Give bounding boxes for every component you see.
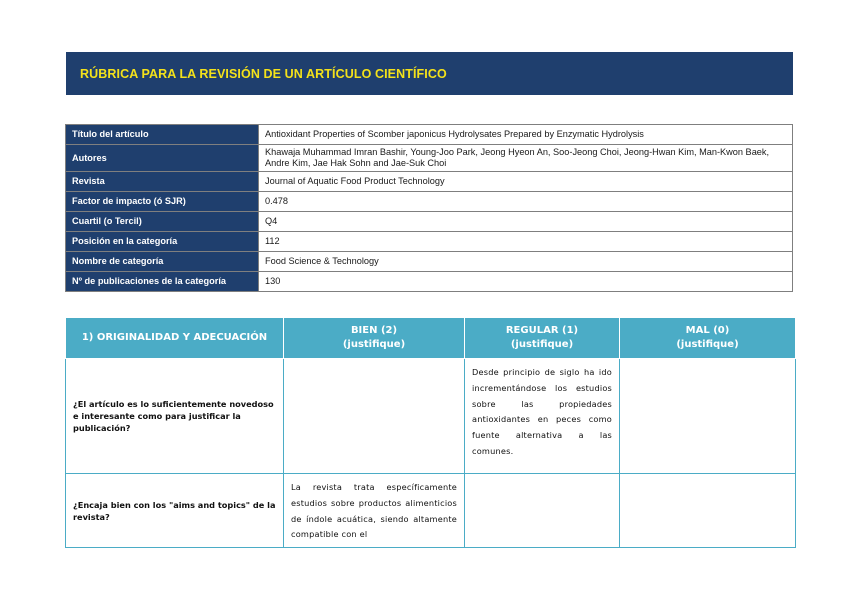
section-header <box>66 318 284 359</box>
bad-answer-cell <box>620 359 796 474</box>
bad-header <box>620 318 796 359</box>
regular-header-label: REGULAR (1) <box>505 325 579 336</box>
bad-answer-cell <box>620 474 796 548</box>
regular-header <box>465 318 620 359</box>
info-row <box>66 212 793 232</box>
info-value: Antioxidant Properties of Scomber japonicus Hydrolysates Prepared by Enzymatic Hydrolysis <box>259 125 793 145</box>
info-label: Autores <box>66 145 259 172</box>
info-value: Journal of Aquatic Food Product Technology <box>259 172 793 192</box>
info-row <box>66 145 793 172</box>
info-label: Título del artículo <box>66 125 259 145</box>
rubric-table <box>65 317 796 548</box>
justify-label: (justifique) <box>510 339 574 350</box>
info-value: Q4 <box>259 212 793 232</box>
info-label: Nombre de categoría <box>66 252 259 272</box>
good-answer-cell: La revista trata específicamente estudios sobre productos alimenticios de índole acuática, siendo altamente compatible con el <box>284 474 465 548</box>
justify-label: (justifique) <box>342 339 406 350</box>
title-banner <box>66 52 793 95</box>
info-value: 0.478 <box>259 192 793 212</box>
info-label: Factor de impacto (ó SJR) <box>66 192 259 212</box>
regular-answer-cell <box>465 474 620 548</box>
info-value: Khawaja Muhammad Imran Bashir, Young-Joo Park, Jeong Hyeon An, Soo-Jeong Choi, Jeong-Hwan Kim, Man-Kwon Baek, Andre Kim, Jae Hak Sohn and Jae-Suk Choi <box>259 145 793 172</box>
info-value: 112 <box>259 232 793 252</box>
info-label: Cuartil (o Tercil) <box>66 212 259 232</box>
info-row <box>66 125 793 145</box>
info-value: Food Science & Technology <box>259 252 793 272</box>
info-row <box>66 172 793 192</box>
bad-header-label: MAL (0) <box>685 325 730 336</box>
good-answer-cell <box>284 359 465 474</box>
good-header-label: BIEN (2) <box>350 325 398 336</box>
info-label: Posición en la categoría <box>66 232 259 252</box>
regular-answer-cell: Desde principio de siglo ha ido incrementándose los estudios sobre las propiedades antioxidantes en peces como fuente alternativa a las comunes. <box>465 359 620 474</box>
info-value: 130 <box>259 272 793 292</box>
rubric-row <box>66 359 796 474</box>
info-label: Revista <box>66 172 259 192</box>
info-row <box>66 232 793 252</box>
info-row <box>66 252 793 272</box>
rubric-question: ¿Encaja bien con los "aims and topics" de la revista? <box>66 474 284 548</box>
rubric-question: ¿El artículo es lo suficientemente novedoso e interesante como para justificar la publicación? <box>66 359 284 474</box>
rubric-row <box>66 474 796 548</box>
article-info-table <box>65 124 793 292</box>
info-row <box>66 192 793 212</box>
rubric-header-row <box>66 318 796 359</box>
document-title: RÚBRICA PARA LA REVISIÓN DE UN ARTÍCULO CIENTÍFICO <box>80 67 447 81</box>
section-header-label: 1) ORIGINALIDAD Y ADECUACIÓN <box>81 332 268 343</box>
info-row <box>66 272 793 292</box>
info-label: Nº de publicaciones de la categoría <box>66 272 259 292</box>
justify-label: (justifique) <box>676 339 739 350</box>
good-header <box>284 318 465 359</box>
